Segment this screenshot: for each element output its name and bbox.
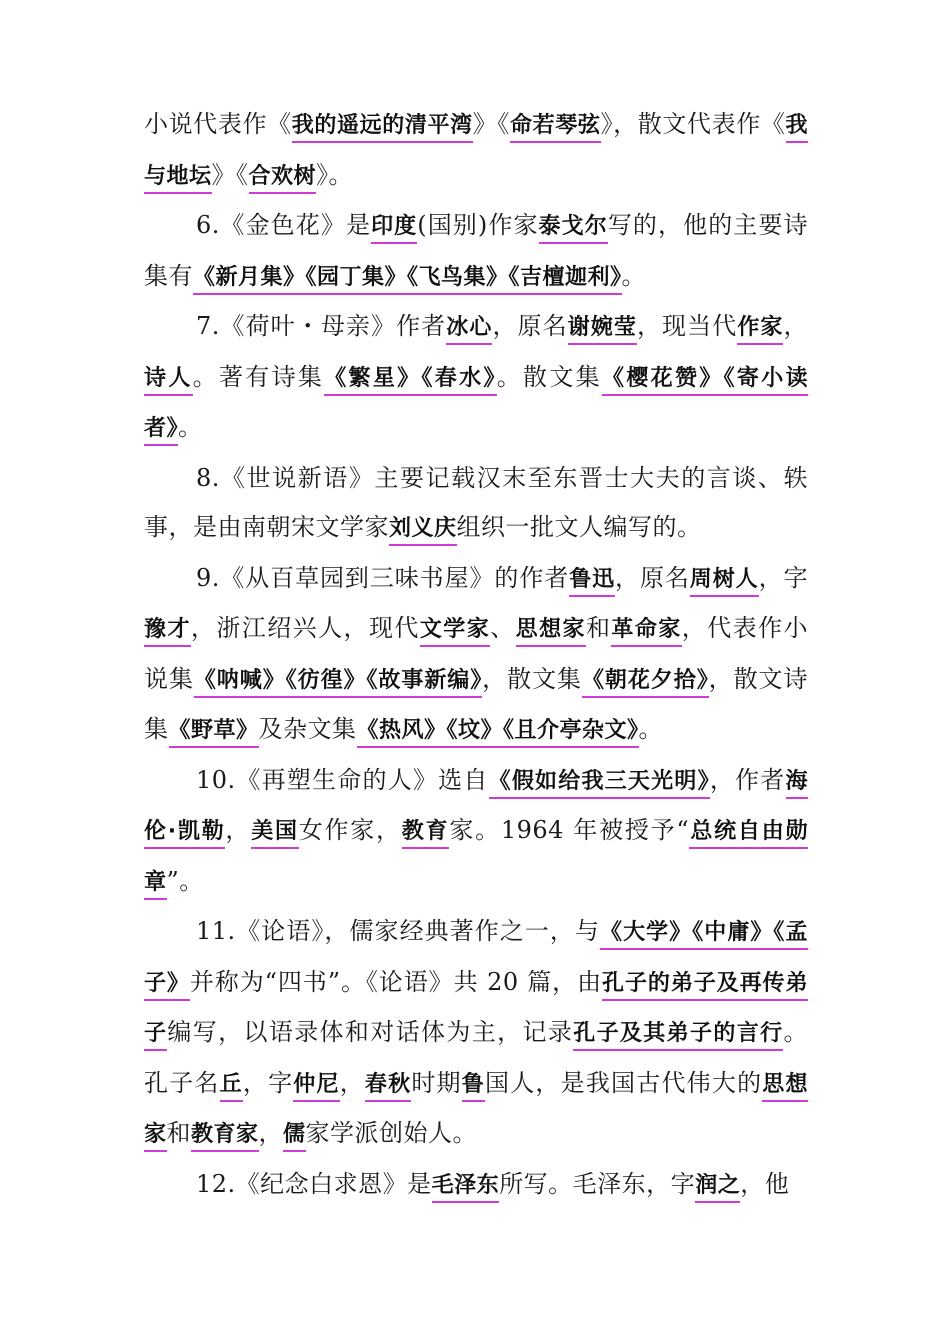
answer-text: 仲尼	[293, 1072, 339, 1102]
paragraph	[144, 302, 808, 454]
answer-text: 《大学》《中庸》《孟子》	[144, 920, 808, 1001]
answer-text: 诗人	[144, 366, 193, 396]
body-text: 家。1964 年被授予“	[449, 816, 690, 844]
body-text: 。著有诗集	[192, 362, 325, 391]
body-text: ，散文集	[482, 664, 582, 693]
body-text: 家学派创始人。	[305, 1119, 478, 1147]
paragraph	[144, 201, 808, 302]
body-text: 小说代表作《	[144, 110, 292, 138]
body-text: 写的，他的主要诗集有	[144, 211, 808, 290]
body-text: ，现当代	[636, 312, 738, 340]
document-body	[144, 100, 808, 1210]
answer-text: 思想家	[144, 1072, 808, 1153]
body-text: ，	[225, 816, 252, 844]
paragraph	[144, 554, 808, 756]
answer-text: 《呐喊》《彷徨》《故事新编》	[194, 668, 482, 698]
body-text: 6.《金色花》是	[196, 211, 372, 239]
body-text: 。孔子名	[144, 1018, 808, 1097]
paragraph	[144, 907, 808, 1160]
answer-text: 刘义庆	[389, 516, 457, 546]
body-text: 》，散文代表作《	[600, 110, 786, 138]
body-text: ，	[339, 1068, 365, 1097]
answer-text: 《新月集》《园丁集》《飞鸟集》《吉檀迦利》	[193, 265, 622, 295]
answer-text: 谢婉莹	[568, 315, 637, 345]
paragraph	[144, 756, 808, 908]
body-text: 12.《纪念白求恩》是	[196, 1169, 432, 1198]
body-text: ，他	[740, 1169, 790, 1198]
body-text: (国别)作家	[417, 211, 539, 239]
body-text: 编写，以语录体和对话体为主，记录	[167, 1018, 574, 1046]
body-text: ，代表作小说集	[144, 614, 809, 693]
body-text: 及杂文集	[258, 715, 357, 743]
answer-text: 印度	[371, 214, 417, 244]
body-text: 10.《再塑生命的人》选自	[196, 765, 489, 794]
paragraph	[144, 1160, 808, 1211]
answer-text: 周树人	[690, 567, 759, 597]
answer-text: 丘	[220, 1072, 243, 1102]
body-text: 国人，是我国古代伟大的	[484, 1068, 763, 1097]
body-text: ”。	[166, 866, 204, 895]
paragraph	[144, 454, 808, 554]
body-text: 时期	[411, 1068, 462, 1097]
body-text: 11.《论语》，儒家经典著作之一，与	[196, 917, 601, 945]
paragraph	[144, 100, 808, 201]
answer-text: 《野草》	[169, 718, 259, 748]
answer-text: 教育	[402, 819, 450, 849]
body-text: ，散文诗集	[144, 664, 808, 743]
body-text: 和	[585, 614, 612, 642]
body-text: 组织一批文人编写的。	[456, 513, 702, 541]
answer-text: 思想家	[516, 617, 586, 647]
answer-text: 润之	[695, 1173, 740, 1203]
answer-text: 鲁迅	[569, 567, 615, 597]
body-text: 。	[178, 413, 203, 441]
body-text: 8.《世说新语》主要记载汉末至东晋士大夫的言谈、轶事，是由南朝宋文学家	[144, 463, 808, 541]
answer-text: 孔子及其弟子的言行	[573, 1021, 783, 1051]
answer-text: 我与地坛	[144, 113, 808, 194]
body-text: ，字	[758, 563, 808, 592]
body-text: 7.《荷叶・母亲》作者	[196, 312, 447, 340]
body-text: 。散文集	[496, 362, 602, 391]
body-text: ，作者	[709, 765, 786, 794]
answer-text: 《朝花夕拾》	[582, 668, 709, 698]
body-text: 》《	[472, 110, 510, 138]
answer-text: 孔子的弟子及再传弟子	[144, 971, 808, 1052]
body-text: 。	[638, 715, 664, 743]
answer-text: 总统自由勋章	[144, 819, 808, 900]
answer-text: 《热风》《坟》《且介亭杂文》	[357, 718, 639, 748]
answer-text: 文学家	[420, 617, 490, 647]
answer-text: 作家	[737, 315, 783, 345]
body-text: 》《	[211, 160, 249, 189]
body-text: ，	[783, 312, 808, 340]
answer-text: 革命家	[611, 617, 681, 647]
body-text: 所写。毛泽东，字	[499, 1169, 696, 1198]
body-text: ，原名	[615, 563, 690, 592]
body-text: ，浙江绍兴人，现代	[190, 614, 420, 642]
answer-text: 《假如给我三天光明》	[489, 769, 710, 799]
body-text: 》。	[316, 160, 354, 189]
answer-text: 豫才	[144, 617, 191, 647]
body-text: 女作家，	[298, 816, 402, 844]
body-text: 和	[166, 1119, 192, 1147]
body-text: ，字	[242, 1068, 294, 1097]
answer-text: 教育家	[191, 1122, 259, 1152]
body-text: 。	[621, 261, 647, 290]
answer-text: 儒	[283, 1122, 306, 1152]
answer-text: 我的遥远的清平湾	[292, 113, 473, 143]
answer-text: 冰心	[446, 315, 492, 345]
body-text: ，原名	[492, 312, 568, 340]
answer-text: 春秋	[365, 1072, 411, 1102]
answer-text: 《繁星》《春水》	[324, 366, 497, 396]
answer-text: 海伦·凯勒	[144, 769, 808, 850]
body-text: ，	[258, 1119, 284, 1147]
answer-text: 合欢树	[249, 164, 317, 194]
answer-text: 毛泽东	[432, 1173, 500, 1203]
answer-text: 鲁	[462, 1072, 485, 1102]
answer-text: 泰戈尔	[539, 214, 608, 244]
body-text: 9.《从百草园到三味书屋》的作者	[196, 563, 570, 592]
body-text: 并称为“四书”。《论语》共 20 篇，由	[189, 967, 603, 996]
answer-text: 《樱花赞》《寄小读者》	[144, 366, 808, 447]
answer-text: 命若琴弦	[510, 113, 601, 143]
answer-text: 美国	[251, 819, 299, 849]
body-text: 、	[490, 614, 516, 642]
